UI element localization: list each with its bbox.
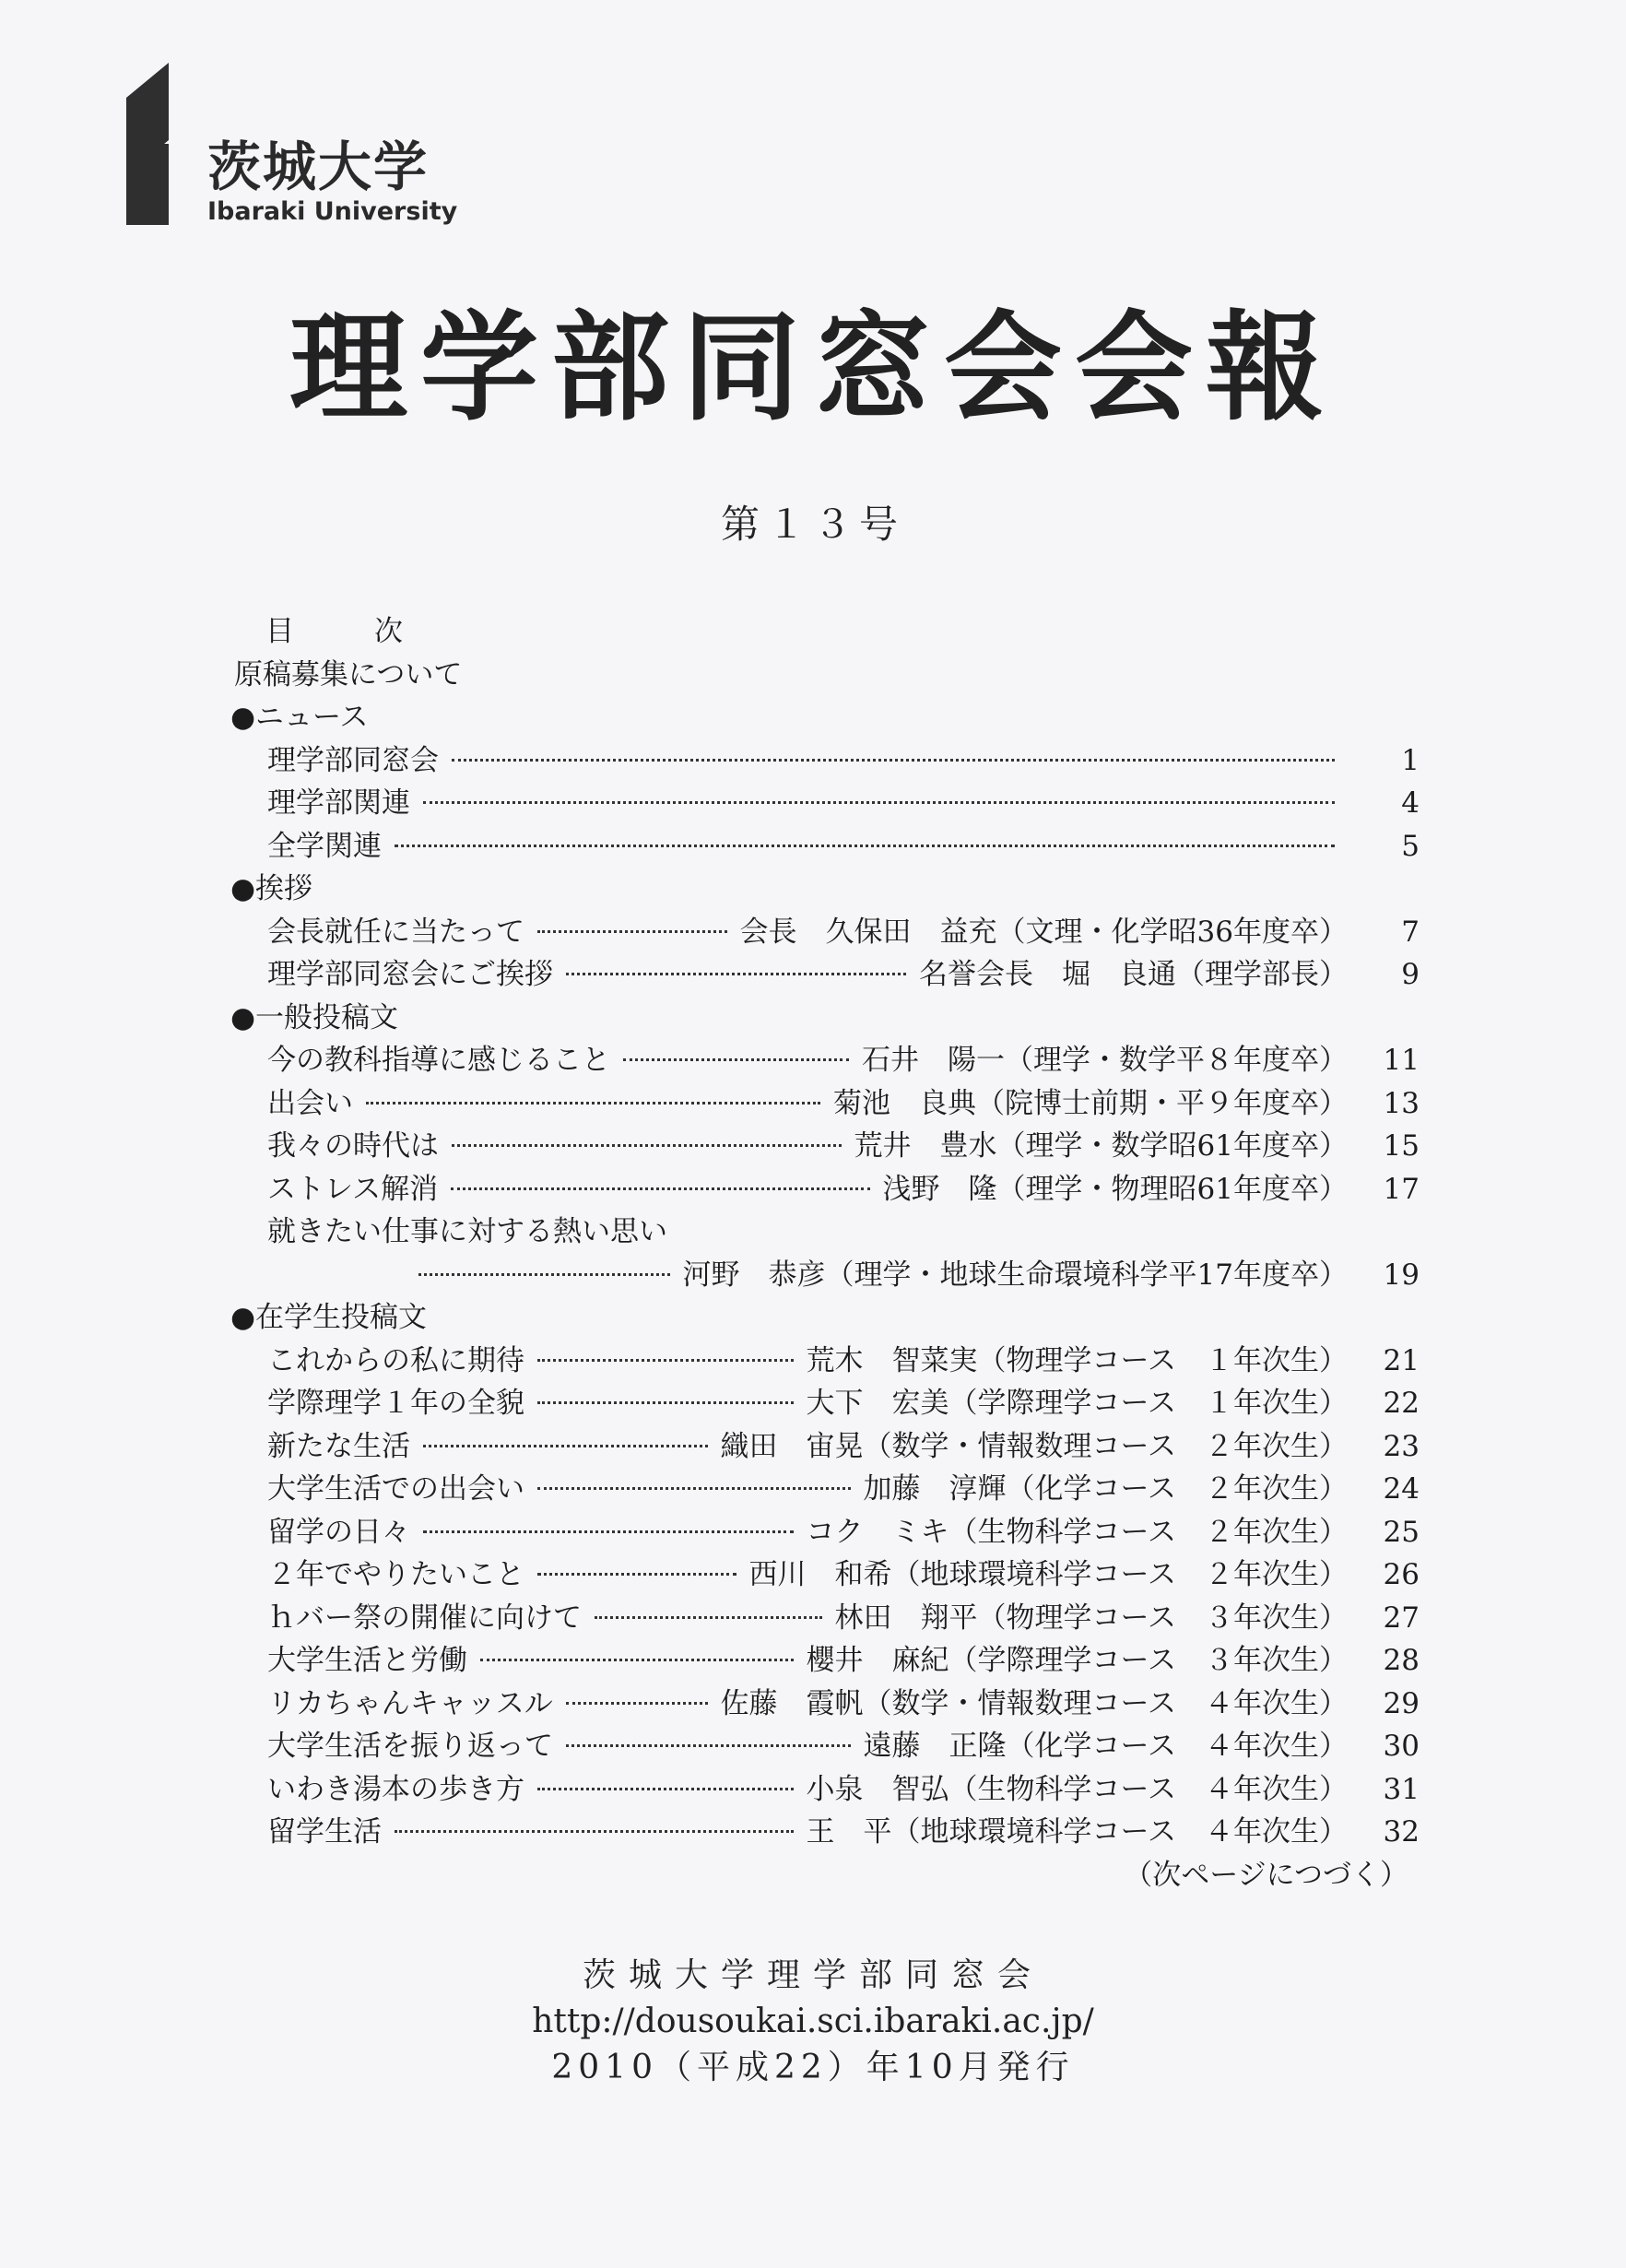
toc-entry-author: 佐藤 霞帆（数学・情報数理コース ４年次生） <box>720 1686 1348 1720</box>
leader-dots <box>423 801 1335 804</box>
toc-entry-page: 32 <box>1383 1815 1420 1849</box>
toc-entry-title: これからの私に期待 <box>267 1343 524 1377</box>
toc-entry-page: 28 <box>1383 1644 1420 1677</box>
toc-entry <box>230 1340 1420 1383</box>
leader-dots <box>452 759 1335 762</box>
table-of-contents <box>230 610 1420 1896</box>
logo-mark-icon <box>126 63 169 225</box>
toc-entry-author: 浅野 隆（理学・物理昭61年度卒） <box>882 1172 1348 1206</box>
publication-date: 2010（平成22）年10月発行 <box>551 2049 1075 2086</box>
toc-call-for-papers: 原稿募集について <box>234 657 463 691</box>
toc-entry-page: 1 <box>1401 743 1420 777</box>
toc-entry <box>230 1597 1420 1640</box>
toc-entry <box>230 782 1420 825</box>
toc-entry-page: 15 <box>1383 1129 1420 1163</box>
toc-entry-page: 17 <box>1383 1172 1420 1206</box>
toc-entry <box>230 1683 1420 1726</box>
toc-entry <box>230 1511 1420 1554</box>
toc-entry-title: 会長就任に当たって <box>267 915 524 949</box>
toc-entry-title: 我々の時代は <box>267 1129 439 1163</box>
issue-number: 第１３号 <box>720 502 905 547</box>
leader-dots <box>537 1487 851 1490</box>
toc-entry-author: 会長 久保田 益充（文理・化学昭36年度卒） <box>739 915 1348 949</box>
toc-entry <box>230 1125 1420 1168</box>
toc-entry <box>230 1082 1420 1126</box>
leader-dots <box>395 845 1335 847</box>
toc-entry-author: 荒木 智菜実（物理学コース １年次生） <box>806 1343 1348 1377</box>
toc-entry <box>230 1553 1420 1597</box>
leader-dots <box>595 1616 822 1619</box>
toc-entry-page: 13 <box>1383 1086 1420 1120</box>
toc-entry-author: 石井 陽一（理学・数学平８年度卒） <box>862 1044 1348 1077</box>
leader-dots <box>623 1058 849 1061</box>
toc-heading: 目 次 <box>265 615 429 648</box>
toc-entry-author: 名誉会長 堀 良通（理学部長） <box>919 958 1348 991</box>
toc-entry <box>230 1768 1420 1812</box>
toc-entry <box>230 739 1420 783</box>
toc-entry-page: 21 <box>1383 1343 1420 1377</box>
toc-entry <box>230 1811 1420 1854</box>
leader-dots <box>566 1744 851 1747</box>
toc-entry <box>230 1425 1420 1469</box>
toc-entry-page: 30 <box>1383 1730 1420 1763</box>
toc-entry-page: 5 <box>1401 829 1420 863</box>
publisher-name: 茨城大学理学部同窓会 <box>582 1956 1043 1994</box>
toc-entry <box>230 1211 1420 1254</box>
toc-entry-title: 理学部関連 <box>267 786 410 820</box>
toc-entry-page: 7 <box>1401 915 1420 949</box>
leader-dots <box>423 1530 794 1533</box>
toc-entry-author: 加藤 淳輝（化学コース ２年次生） <box>863 1472 1348 1506</box>
toc-entry-author: 大下 宏美（学際理学コース １年次生） <box>806 1387 1348 1420</box>
toc-entry-author: 林田 翔平（物理学コース ３年次生） <box>834 1601 1348 1635</box>
leader-dots <box>537 1359 794 1362</box>
toc-entry-page: 26 <box>1383 1558 1420 1591</box>
toc-entry-author: 河野 恭彦（理学・地球生命環境科学平17年度卒） <box>682 1258 1348 1292</box>
toc-entry-title: 就きたい仕事に対する熱い思い <box>267 1215 667 1248</box>
toc-entry-title: 全学関連 <box>267 829 382 863</box>
logo-english-name: Ibaraki University <box>207 197 458 226</box>
toc-entry <box>230 825 1420 868</box>
toc-entry-title: ストレス解消 <box>267 1172 439 1206</box>
leader-dots <box>418 1273 670 1276</box>
toc-entry-title: 留学生活 <box>267 1815 382 1849</box>
toc-entry-title: 新たな生活 <box>267 1429 410 1463</box>
university-logo <box>126 63 458 229</box>
toc-entry-title: 大学生活と労働 <box>267 1644 467 1677</box>
toc-entry <box>230 1382 1420 1425</box>
toc-entry-title: 大学生活を振り返って <box>267 1730 553 1763</box>
bulletin-title: 理学部同窓会会報 <box>289 299 1337 437</box>
toc-entry-author: 織田 宙晃（数学・情報数理コース ２年次生） <box>720 1429 1348 1463</box>
leader-dots <box>537 1573 736 1576</box>
toc-entry-author: 遠藤 正隆（化学コース ４年次生） <box>863 1730 1348 1763</box>
leader-dots <box>452 1144 842 1147</box>
toc-entry <box>230 953 1420 997</box>
leader-dots <box>451 1187 869 1190</box>
toc-entry-title: 留学の日々 <box>267 1515 410 1549</box>
toc-entry-author: 王 平（地球環境科学コース ４年次生） <box>806 1815 1348 1849</box>
publisher-footer <box>0 1953 1626 2091</box>
toc-entry <box>230 911 1420 954</box>
toc-entry-page: 11 <box>1383 1044 1420 1077</box>
toc-entry-author: 小泉 智弘（生物科学コース ４年次生） <box>806 1772 1348 1806</box>
toc-entry-page: 27 <box>1383 1601 1420 1635</box>
leader-dots <box>537 1788 794 1790</box>
toc-entry-title: 理学部同窓会にご挨拶 <box>267 958 553 991</box>
toc-continued-note: （次ページにつづく） <box>1124 1858 1408 1892</box>
toc-entry <box>230 1168 1420 1211</box>
toc-entry-author: 櫻井 麻紀（学際理学コース ３年次生） <box>806 1644 1348 1677</box>
toc-section-heading: ●在学生投稿文 <box>230 1301 428 1334</box>
toc-entry-continuation <box>230 1254 1420 1297</box>
toc-section-heading: ●一般投稿文 <box>230 1000 399 1034</box>
leader-dots <box>395 1830 794 1833</box>
toc-entry <box>230 1468 1420 1511</box>
leader-dots <box>566 973 906 975</box>
toc-section-heading: ●ニュース <box>230 701 369 734</box>
leader-dots <box>537 1401 794 1404</box>
publisher-url: http://dousoukai.sci.ibaraki.ac.jp/ <box>532 2002 1094 2040</box>
toc-entry-page: 23 <box>1383 1429 1420 1463</box>
toc-entry-title: 学際理学１年の全貌 <box>267 1387 524 1420</box>
toc-entry-title: ｈバー祭の開催に向けて <box>267 1601 582 1635</box>
toc-entry-page: 22 <box>1383 1387 1420 1420</box>
toc-entry-page: 29 <box>1383 1686 1420 1720</box>
toc-entry-author: 荒井 豊水（理学・数学昭61年度卒） <box>854 1129 1348 1163</box>
toc-entry-page: 19 <box>1383 1258 1420 1292</box>
toc-entry <box>230 1639 1420 1683</box>
toc-section-heading: ●挨拶 <box>230 872 313 905</box>
leader-dots <box>480 1659 794 1661</box>
toc-entry <box>230 1725 1420 1768</box>
toc-entry-title: いわき湯本の歩き方 <box>267 1772 524 1806</box>
toc-entry-title: 今の教科指導に感じること <box>267 1044 610 1077</box>
toc-entry-page: 9 <box>1401 958 1420 991</box>
toc-entry-author: 菊池 良典（院博士前期・平９年度卒） <box>833 1086 1348 1120</box>
leader-dots <box>566 1702 708 1705</box>
toc-entry-title: 理学部同窓会 <box>267 743 439 777</box>
toc-entry-page: 4 <box>1401 786 1420 820</box>
toc-entry-page: 25 <box>1383 1515 1420 1549</box>
toc-entry-title: ２年でやりたいこと <box>267 1558 524 1591</box>
toc-entry-page: 31 <box>1383 1772 1420 1806</box>
leader-dots <box>423 1445 708 1447</box>
toc-entry-title: 出会い <box>267 1086 353 1120</box>
toc-entry-title: リカちゃんキャッスル <box>267 1686 553 1720</box>
toc-sections <box>230 696 1420 1854</box>
toc-entry-author: 西川 和希（地球環境科学コース ２年次生） <box>748 1558 1348 1591</box>
toc-entry-author: コク ミキ（生物科学コース ２年次生） <box>806 1515 1348 1549</box>
toc-entry-page: 24 <box>1383 1472 1420 1506</box>
leader-dots <box>366 1102 820 1104</box>
toc-entry-title: 大学生活での出会い <box>267 1472 524 1506</box>
toc-entry <box>230 1039 1420 1082</box>
leader-dots <box>537 930 727 933</box>
logo-japanese-name: 茨城大学 <box>207 136 430 198</box>
